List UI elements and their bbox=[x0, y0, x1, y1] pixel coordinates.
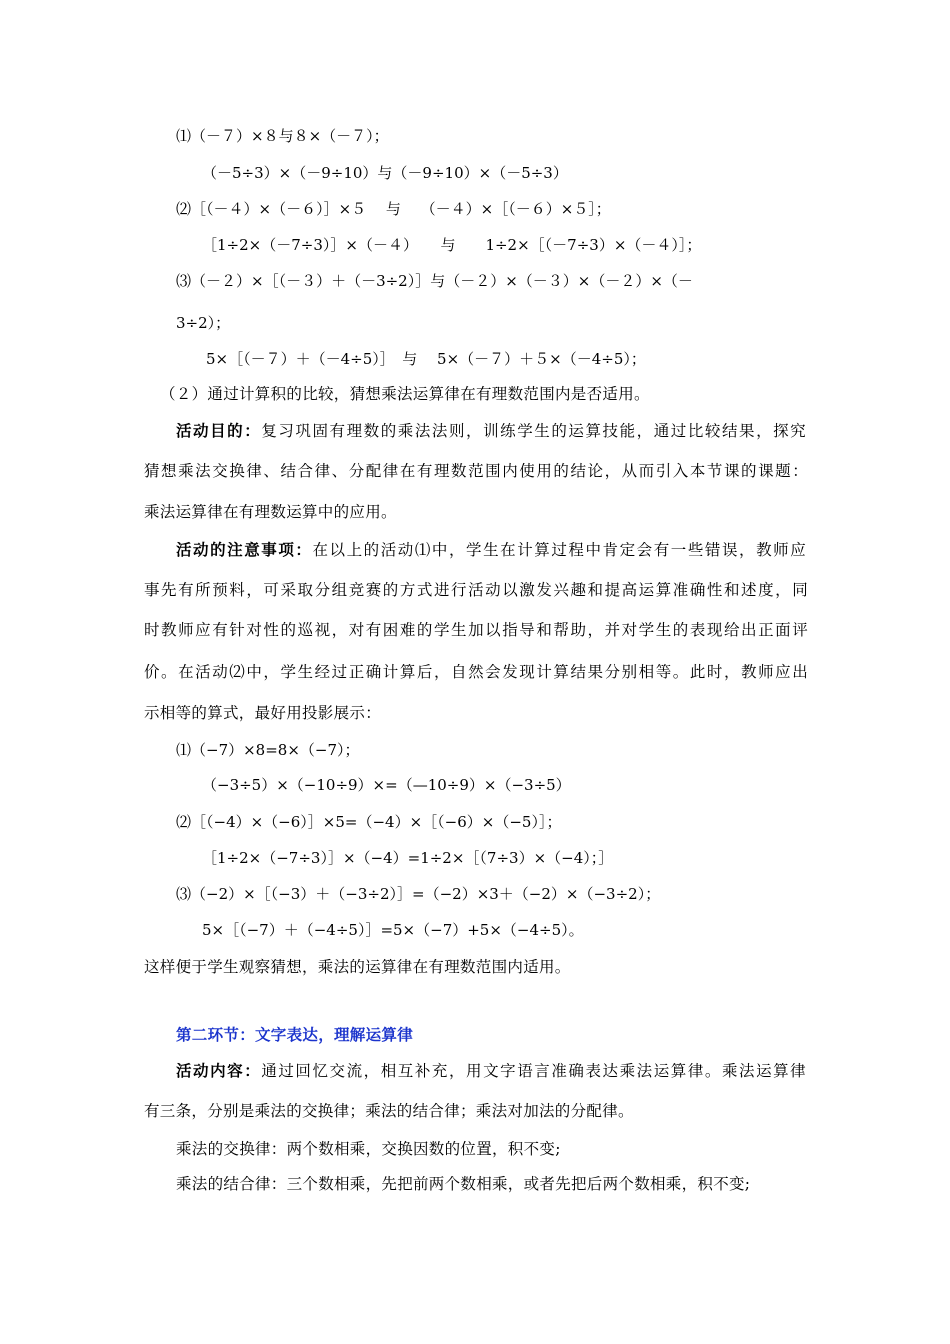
equal-expr-1b: （−3÷5）×（−10÷9）×=（—10÷9）×（−3÷5） bbox=[202, 776, 571, 794]
purpose-line-1 bbox=[176, 421, 806, 441]
commutative-law: 乘法的交换律：两个数相乘，交换因数的位置，积不变; bbox=[176, 1140, 561, 1158]
purpose-label: 活动目的： bbox=[176, 421, 262, 440]
activity-part-2: （２）通过计算积的比较，猜想乘法运算律在有理数范围内是否适用。 bbox=[160, 385, 650, 403]
purpose-text-1: 复习巩固有理数的乘法法则，训练学生的运算技能，通过比较结果，探究 bbox=[261, 422, 806, 440]
equal-expr-2a: ⑵［（−4）×（−6）］×5=（−4）×［（−6）×（−5）］； bbox=[176, 813, 562, 831]
content-text-1: 通过回忆交流，相互补充，用文字语言准确表达乘法运算律。乘法运算律 bbox=[261, 1062, 806, 1080]
activity-item-3c: 5×［（－７）＋（－4÷5）］ 与 5×（－７）＋５×（－4÷5）； bbox=[206, 350, 646, 368]
notes-line-2: 事先有所预料，可采取分组竞赛的方式进行活动以激发兴趣和提高运算准确性和述度，同 bbox=[144, 581, 808, 599]
purpose-line-2: 猜想乘法交换律、结合律、分配律在有理数范围内使用的结论，从而引入本节课的课题： bbox=[144, 462, 808, 480]
activity-item-1a: ⑴（－７）×８与８×（－７）； bbox=[176, 127, 389, 145]
equal-expr-1a: ⑴（−7）×8=8×（−7）； bbox=[176, 741, 360, 759]
activity-item-1b: （－5÷3）×（－9÷10）与（－9÷10）×（－5÷3） bbox=[202, 164, 568, 182]
content-line-1 bbox=[176, 1061, 806, 1081]
purpose-line-3: 乘法运算律在有理数运算中的应用。 bbox=[144, 503, 397, 521]
content-label: 活动内容： bbox=[176, 1061, 262, 1080]
notes-line-5: 示相等的算式，最好用投影展示： bbox=[144, 704, 382, 722]
activity-item-2b: ［1÷2×（－7÷3）］×（－４） 与 1÷2×［（－7÷3）×（－４）］； bbox=[202, 236, 702, 254]
equal-expr-2b: ［1÷2×（−7÷3）］×（−4）=1÷2×［（7÷3）×（−4）；］ bbox=[202, 849, 614, 867]
notes-line-3: 时教师应有针对性的巡视，对有困难的学生加以指导和帮助，并对学生的表现给出正面评 bbox=[144, 621, 808, 639]
notes-text-1: 在以上的活动⑴中，学生在计算过程中肯定会有一些错误，教师应 bbox=[312, 541, 807, 559]
equal-expr-3a: ⑶（−2）×［（−3）＋（−3÷2）］=（−2）×3＋（−2）×（−3÷2）； bbox=[176, 885, 661, 903]
activity-item-2a: ⑵［（－４）×（－６）］×５ 与 （－４）×［（－６）×５］； bbox=[176, 200, 611, 218]
summary-line: 这样便于学生观察猜想，乘法的运算律在有理数范围内适用。 bbox=[144, 958, 571, 976]
content-line-2: 有三条，分别是乘法的交换律；乘法的结合律；乘法对加法的分配律。 bbox=[144, 1102, 634, 1120]
section-2-heading: 第二环节：文字表达，理解运算律 bbox=[176, 1025, 414, 1044]
associative-law: 乘法的结合律：三个数相乘，先把前两个数相乘，或者先把后两个数相乘，积不变; bbox=[176, 1175, 751, 1193]
equal-expr-3b: 5×［（−7）＋（−4÷5）］=5×（−7）+5×（−4÷5）。 bbox=[202, 921, 584, 939]
notes-label: 活动的注意事项： bbox=[176, 540, 313, 559]
notes-line-4: 价。在活动⑵中，学生经过正确计算后，自然会发现计算结果分别相等。此时，教师应出 bbox=[144, 663, 808, 681]
notes-line-1 bbox=[176, 540, 806, 560]
activity-item-3a: ⑶（－２）×［（－３）＋（－3÷2）］与（－２）×（－３）×（－２）×（－ bbox=[176, 272, 693, 290]
activity-item-3b: 3÷2）； bbox=[176, 314, 231, 332]
